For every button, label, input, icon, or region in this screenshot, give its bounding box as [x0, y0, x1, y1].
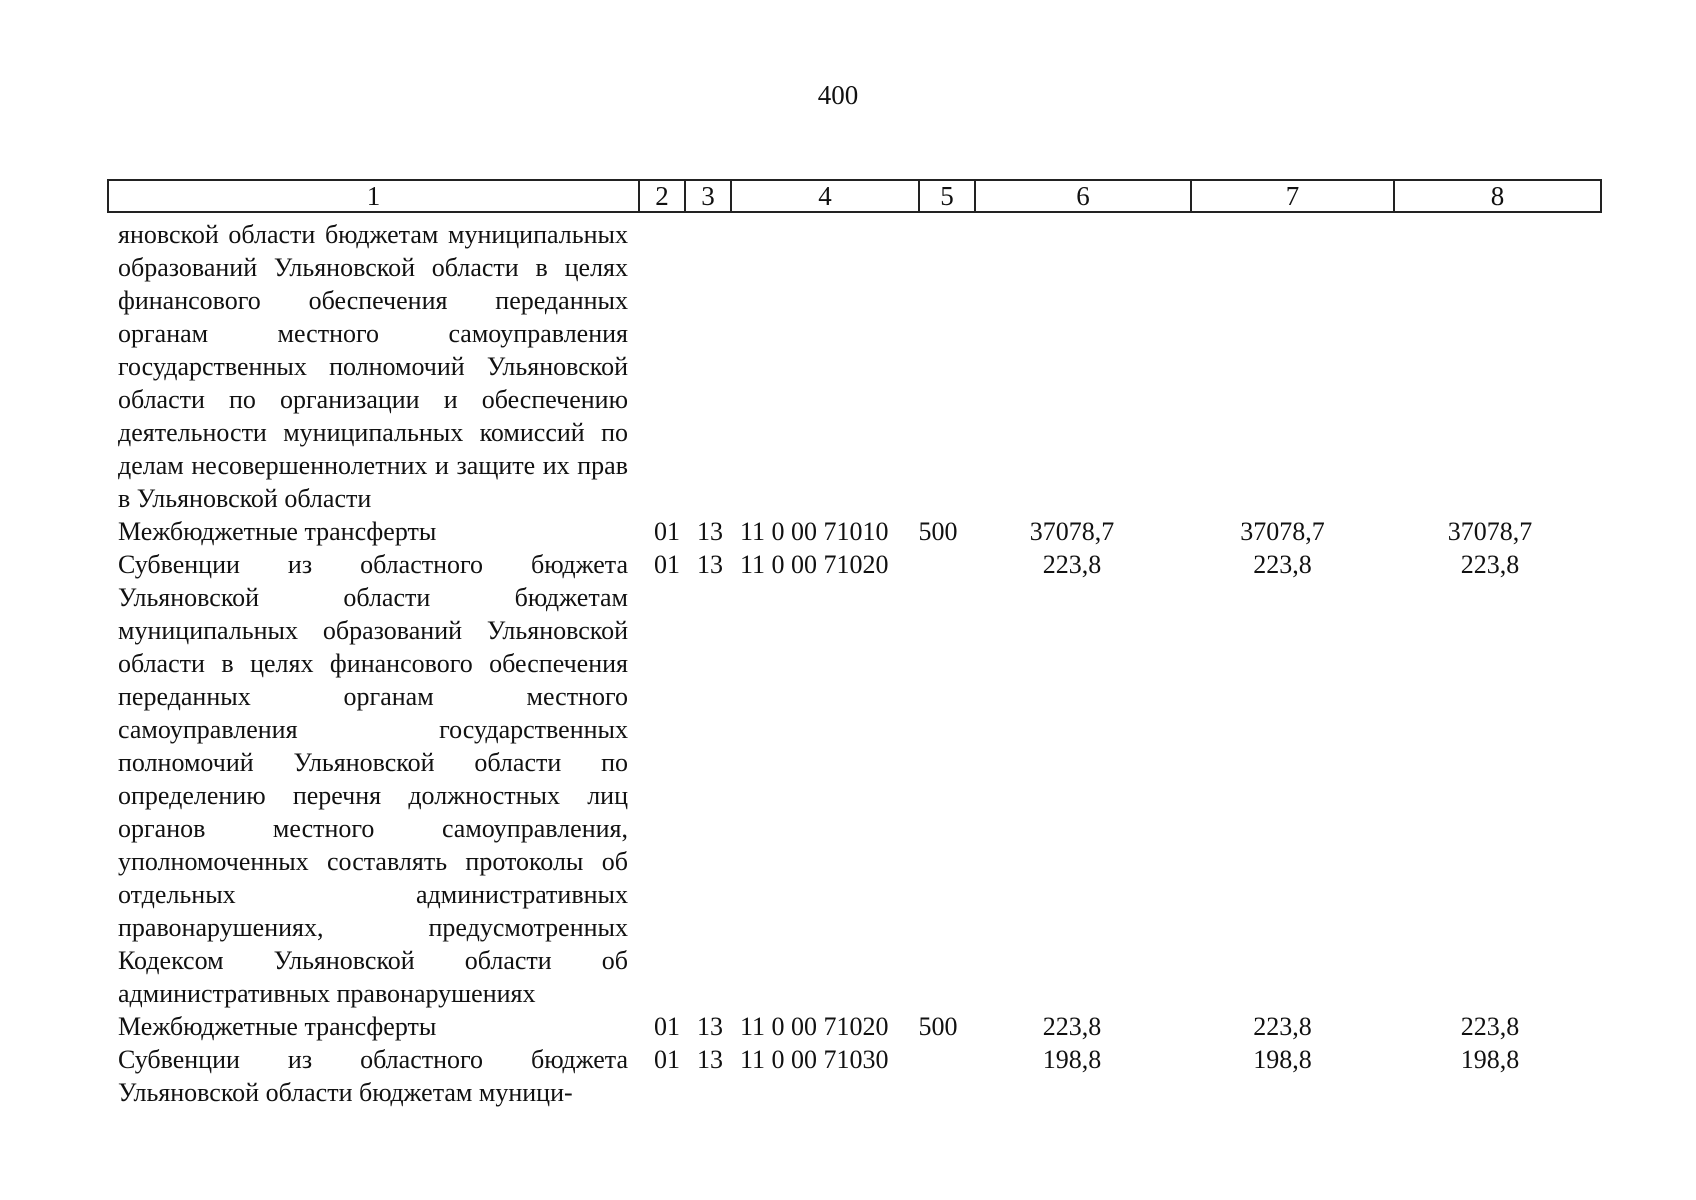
row-description: Межбюджетные трансферты — [118, 517, 437, 546]
row-subsection-code: 13 — [697, 550, 723, 579]
column-header-table — [107, 179, 1602, 213]
column-header-2: 2 — [639, 180, 685, 212]
row-section-code: 01 — [654, 517, 680, 546]
column-header-row — [108, 180, 1601, 212]
column-header-1: 1 — [108, 180, 639, 212]
column-header-6: 6 — [975, 180, 1191, 212]
row-expense-type: 500 — [918, 1012, 958, 1041]
table-row — [118, 1010, 1600, 1043]
table-row — [118, 1043, 1600, 1109]
row-amount-col7: 223,8 — [1253, 550, 1312, 579]
row-amount-col8: 37078,7 — [1447, 517, 1533, 546]
table-row — [118, 218, 1600, 515]
budget-table-body — [118, 218, 1600, 1109]
row-target-code: 11 0 00 71030 — [740, 1045, 889, 1074]
row-section-code: 01 — [654, 1045, 680, 1074]
row-section-code: 01 — [654, 1012, 680, 1041]
column-header-3: 3 — [685, 180, 731, 212]
row-target-code: 11 0 00 71020 — [740, 550, 889, 579]
row-subsection-code: 13 — [697, 1012, 723, 1041]
row-amount-col7: 37078,7 — [1240, 517, 1325, 546]
table-row — [118, 548, 1600, 1010]
row-section-code: 01 — [654, 550, 680, 579]
column-header-5: 5 — [919, 180, 975, 212]
row-amount-col6: 37078,7 — [1029, 517, 1115, 546]
column-header-4: 4 — [731, 180, 919, 212]
column-header-8: 8 — [1394, 180, 1601, 212]
page-number: 400 — [817, 80, 859, 110]
row-amount-col8: 223,8 — [1460, 1012, 1520, 1041]
row-amount-col8: 198,8 — [1460, 1045, 1520, 1074]
row-subsection-code: 13 — [697, 517, 723, 546]
row-amount-col7: 223,8 — [1253, 1012, 1312, 1041]
row-amount-col8: 223,8 — [1460, 550, 1520, 579]
row-amount-col7: 198,8 — [1253, 1045, 1312, 1074]
row-subsection-code: 13 — [697, 1045, 723, 1074]
column-header-7: 7 — [1191, 180, 1394, 212]
row-amount-col6: 223,8 — [1042, 1012, 1102, 1041]
table-row — [118, 515, 1600, 548]
row-target-code: 11 0 00 71020 — [740, 1012, 889, 1041]
row-amount-col6: 223,8 — [1042, 550, 1102, 579]
row-description: Субвенции из областного бюджета Ульяновской области бюджетам муниципальных образований Ульяновской области в целях финансового обеспечения переданных органам местного самоуправления государственных полномочий Ульяновской области по определению перечня должностных лиц органов местного самоуправления, уполномоченных составлять протоколы об отдельных административных правонарушениях, предусмотренных Кодексом Ульяновской области об административных правонарушениях — [118, 550, 628, 1008]
row-description: Межбюджетные трансферты — [118, 1012, 437, 1041]
row-description: Субвенции из областного бюджета Ульяновской области бюджетам муници- — [118, 1045, 628, 1107]
row-amount-col6: 198,8 — [1042, 1045, 1102, 1074]
row-target-code: 11 0 00 71010 — [740, 517, 889, 546]
row-expense-type: 500 — [918, 517, 958, 546]
row-description: яновской области бюджетам муниципальных образований Ульяновской области в целях финансового обеспечения переданных органам местного самоуправления государственных полномочий Ульяновской области по организации и обеспечению деятельности муниципальных комиссий по делам несовершеннолетних и защите их прав в Ульяновской области — [118, 220, 628, 513]
